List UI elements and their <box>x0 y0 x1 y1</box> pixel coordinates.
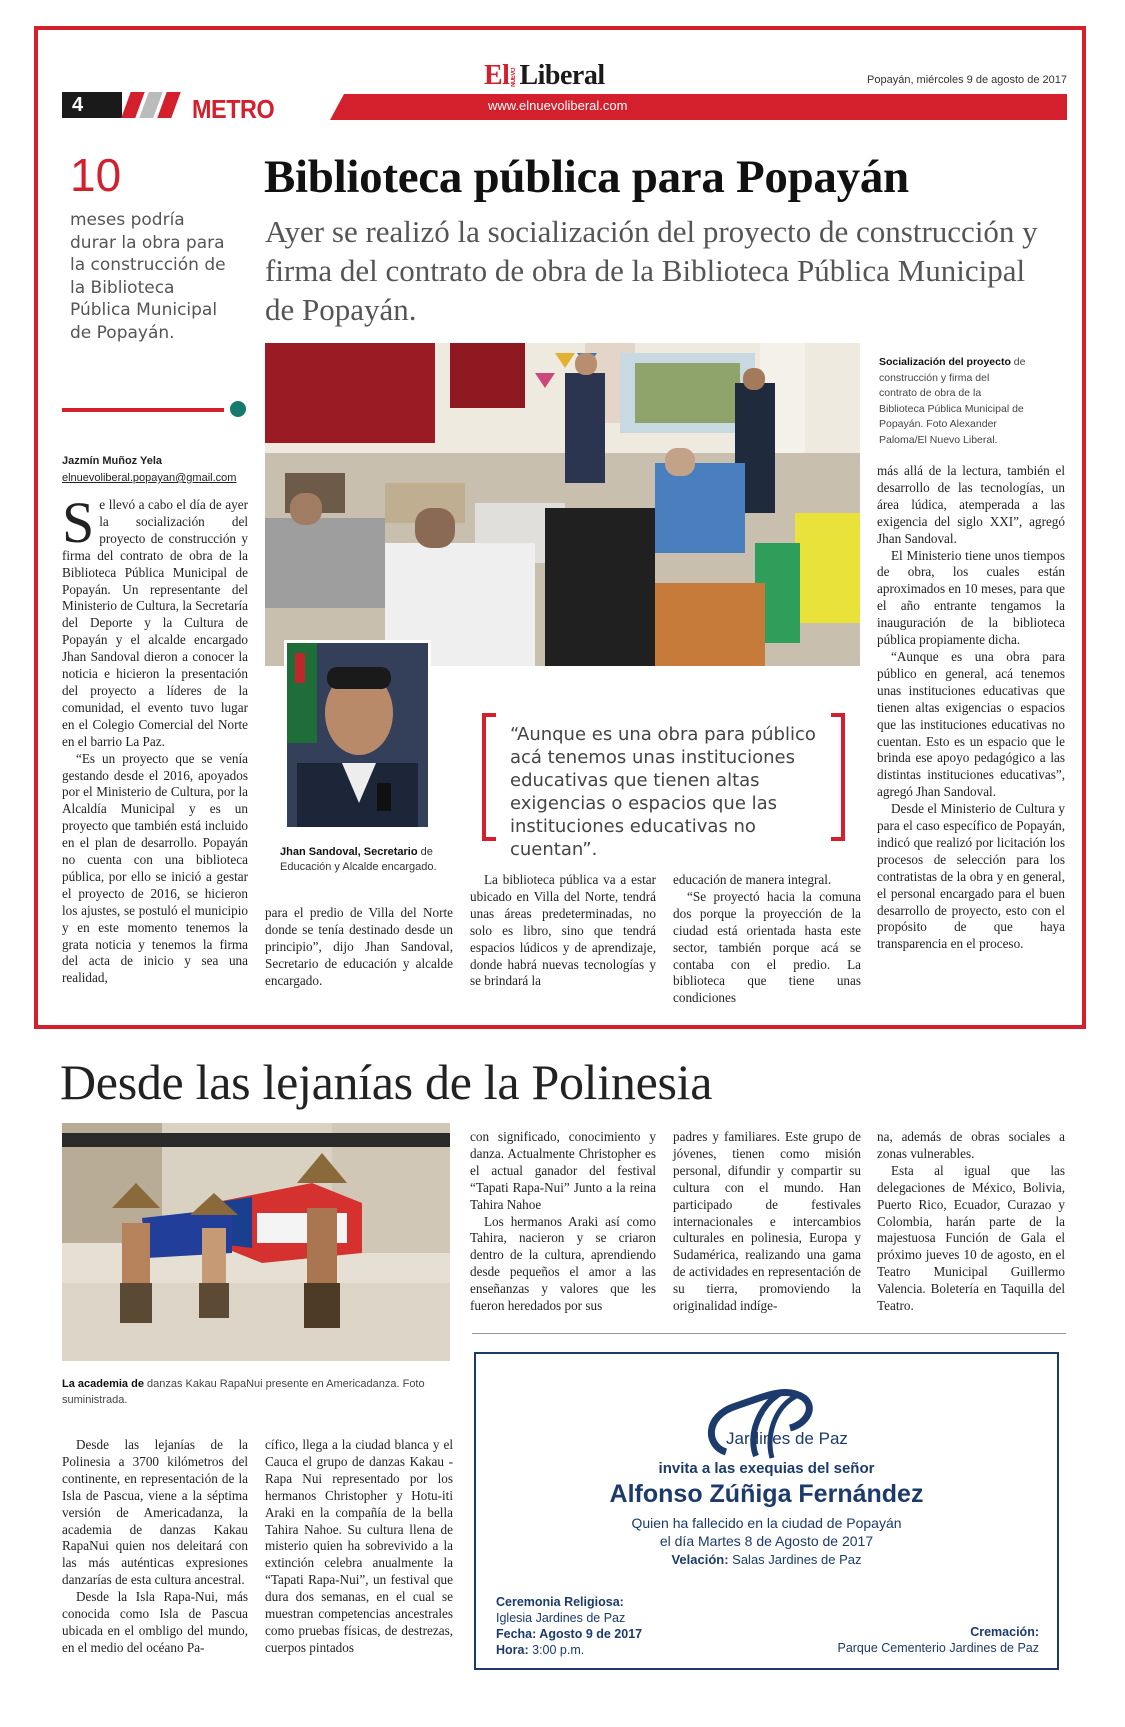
article2-column-4: padres y familiares. Este grupo de jóvenes, tienen como misión personal, difundir y compartir su cultura con el mundo. Han participado de festivales internacionales e intercambios culturales en polinesia, Europa y Sudamérica, realizando una gama de actividades en representación de su tierra, promoviendo la originalidad indíge- <box>673 1129 861 1314</box>
dateline: Popayán, miércoles 9 de agosto de 2017 <box>867 74 1067 86</box>
subheadline: Ayer se realizó la socialización del proyecto de construcción y firma del contrato de obra de la Biblioteca Pública Municipal de Popayán. <box>265 214 1038 327</box>
inset-photo-caption: Jhan Sandoval, Secretario de Educación y Alcalde encargado. <box>280 846 437 873</box>
section-label: METRO <box>192 94 275 124</box>
newspaper-logo: El NUEVOLiberal <box>484 60 605 91</box>
article1-column-4: educación de manera integral. “Se proyectó hacia la comuna dos porque la proyección de la ciudad está orientada hasta este sector, también porque acá se contaba con el predio. La biblioteca que tiene unas condiciones <box>673 872 861 1006</box>
article1-column-1: Se llevó a cabo el día de ayer la socialización del proyecto de construcción y firma del contrato de obra de la Biblioteca Pública Municipal de Popayán. Un representante del Ministerio de Cultura, la Secretaría del Deporte y la Cultura de Popayán y el alcalde encargado Jhan Sandoval dieron a conocer la noticia e hicieron la presentación del proyecto a líderes de la comunidad, el evento tuvo lugar en el Colegio Comercial del Norte en el barrio La Paz. “Es un proyecto que se venía gestando desde el 2016, apoyados por el Ministerio de Cultura, por la Alcaldía Municipal y es un proyecto que también está incluido en el plan de desarrollo. Popayán no cuenta con una biblioteca pública, por ello se inició a gestar el proyecto de 2016, se hicieron los ajustes, se postuló el municipio y en este momento tenemos la grata noticia y tenemos la firma del acta de inicio y sea una realidad, <box>62 490 248 986</box>
drop-cap: S <box>62 490 95 555</box>
headline-2: Desde las lejanías de la Polinesia <box>60 1054 713 1110</box>
ad-ceremony: Ceremonia Religiosa: Iglesia Jardines de Paz Fecha: Agosto 9 de 2017 Hora: 3:00 p.m. <box>496 1595 643 1657</box>
dancers-photo <box>62 1123 450 1361</box>
quote-bracket-right <box>831 713 845 841</box>
ad-details: Quien ha fallecido en la ciudad de Popayán el día Martes 8 de Agosto de 2017 <box>631 1515 902 1549</box>
jhan-sandoval-portrait <box>284 640 431 830</box>
page-header <box>62 56 1067 124</box>
ad-brand-name: Jardines de Paz <box>726 1429 848 1448</box>
website-url: www.elnuevoliberal.com <box>488 98 628 113</box>
quote-bracket-left <box>482 713 496 841</box>
ad-cremation: Cremación: Parque Cementerio Jardines de Paz <box>837 1625 1039 1655</box>
pull-quote <box>482 713 845 860</box>
stat-dot <box>230 401 246 417</box>
classroom-photo <box>265 343 860 666</box>
ad-velacion: Velación: Salas Jardines de Paz <box>671 1552 862 1567</box>
stat-divider <box>62 408 224 412</box>
article1-column-2: para el predio de Villa del Norte donde se tenía destinado desde un principio”, dijo Jhan Sandoval, Secretario de educación y alcalde encargado. <box>265 905 453 988</box>
main-photo-caption: Socialización del proyecto de construcción y firma del contrato de obra de la Biblioteca Pública Municipal de Popayán. Foto Alexander Paloma/El Nuevo Liberal. <box>879 356 1026 446</box>
article1-column-5: más allá de la lectura, también el desarrollo de las tecnologías, un área lúdica, atemperada a las exigencia del siglo XXI”, agregó Jhan Sandoval. El Ministerio tiene unos tiempos de obra, los cuales están aproximados en 10 meses, para que el año entrante tengamos la inauguración de la biblioteca pública propiamente dicha. “Aunque es una obra para público en general, acá tenemos unas instituciones educativas que tienen altas exigencias o espacios que las instituciones educativas no cuentan. Esto es un espacio que le brinda ese apoyo pedagógico a las distintas instituciones educativas”, agregó Jhan Sandoval. Desde el Ministerio de Cultura y para el caso específico de Popayán, indicó que realizó por licitación los procesos de selección para los contratistas de la obra y en general, el personal encargado para el buen desarrollo de proyecto, esto con el propósito de que haya transparencia en el proceso. <box>877 463 1065 952</box>
headline: Biblioteca pública para Popayán <box>264 151 909 203</box>
jardines-de-paz-logo-icon <box>686 1376 846 1462</box>
ad-invite: invita a las exequias del señor <box>658 1460 875 1477</box>
section-divider <box>472 1333 1066 1334</box>
ad-deceased-name: Alfonso Zúñiga Fernández <box>609 1480 924 1508</box>
article2-column-2: cífico, llega a la ciudad blanca y el Cauca el grupo de danzas Kakau - Rapa Nui representado por los hermanos Christopher y Hotu-iti Araki en la compañía de la bella Tahira Nahoe. Su cultura llena de misterio quien ha sobrevivido a la extinción celebra anualmente la “Tapati Rapa-Nui”, un festival que dura dos semanas, en el cual se muestran competencias ancestrales como pruebas físicas, de destrezas, cuerpos pintados <box>265 1437 453 1655</box>
dancers-photo-caption: La academia de danzas Kakau RapaNui presente en Americadanza. Foto suministrada. <box>62 1378 425 1406</box>
header-red-bar <box>330 94 1067 120</box>
article2-column-3: con significado, conocimiento y danza. Actualmente Christopher es el actual ganador del festival “Tapati Rapa-Nui” Junto a la reina Tahira Nahoe Los hermanos Araki así como Tahira, nacieron y se criaron dentro de la cultura, aprendiendo desde pequeños el amor a las enseñanzas y valores que les fueron heredados por sus <box>470 1129 656 1314</box>
author-email[interactable]: elnuevoliberal.popayan@gmail.com <box>62 472 237 484</box>
obituary-ad <box>474 1352 1059 1670</box>
pull-quote-text: “Aunque es una obra para público acá tenemos unas instituciones educativas que tienen altas exigencias o espacios que las instituciones educativas no cuentan”. <box>510 724 816 860</box>
page-number: 4 <box>62 92 122 118</box>
article2-column-5: na, además de obras sociales a zonas vulnerables. Esta al igual que las delegaciones de México, Bolivia, Puerto Rico, Ecuador, Curazao y Colombia, harán parte de la majestuosa Función de Gala el próximo jueves 10 de agosto, en el Teatro Municipal Guillermo Valencia. Boletería en Taquilla del Teatro. <box>877 1129 1065 1314</box>
article1-column-3: La biblioteca pública va a estar ubicado en Villa del Norte, tendrá unas áreas predeterminadas, no solo es libro, sino que tendrá espacios lúdicos y de aprendizaje, donde habrá nuevas tecnologías y se brindará la <box>470 872 656 989</box>
stat-text: meses podría durar la obra para la construcción de la Biblioteca Pública Municipal de Popayán. <box>70 210 226 343</box>
article2-column-1: Desde las lejanías de la Polinesia a 3700 kilómetros del continente, en representación de la Isla de Pascua, viene a la séptima versión de Americadanza, la academia de danzas Kakau RapaNui quien nos deleitará con las más auténticas expresiones danzarías de esta cultura ancestral. Desde la Isla Rapa-Nui, más conocida como Isla de Pascua ubicada en el ombligo del mundo, en el medio del océano Pa- <box>62 1437 248 1655</box>
stat-number: 10 <box>70 149 122 201</box>
byline <box>62 453 236 487</box>
author-name: Jazmín Muñoz Yela <box>62 455 163 467</box>
